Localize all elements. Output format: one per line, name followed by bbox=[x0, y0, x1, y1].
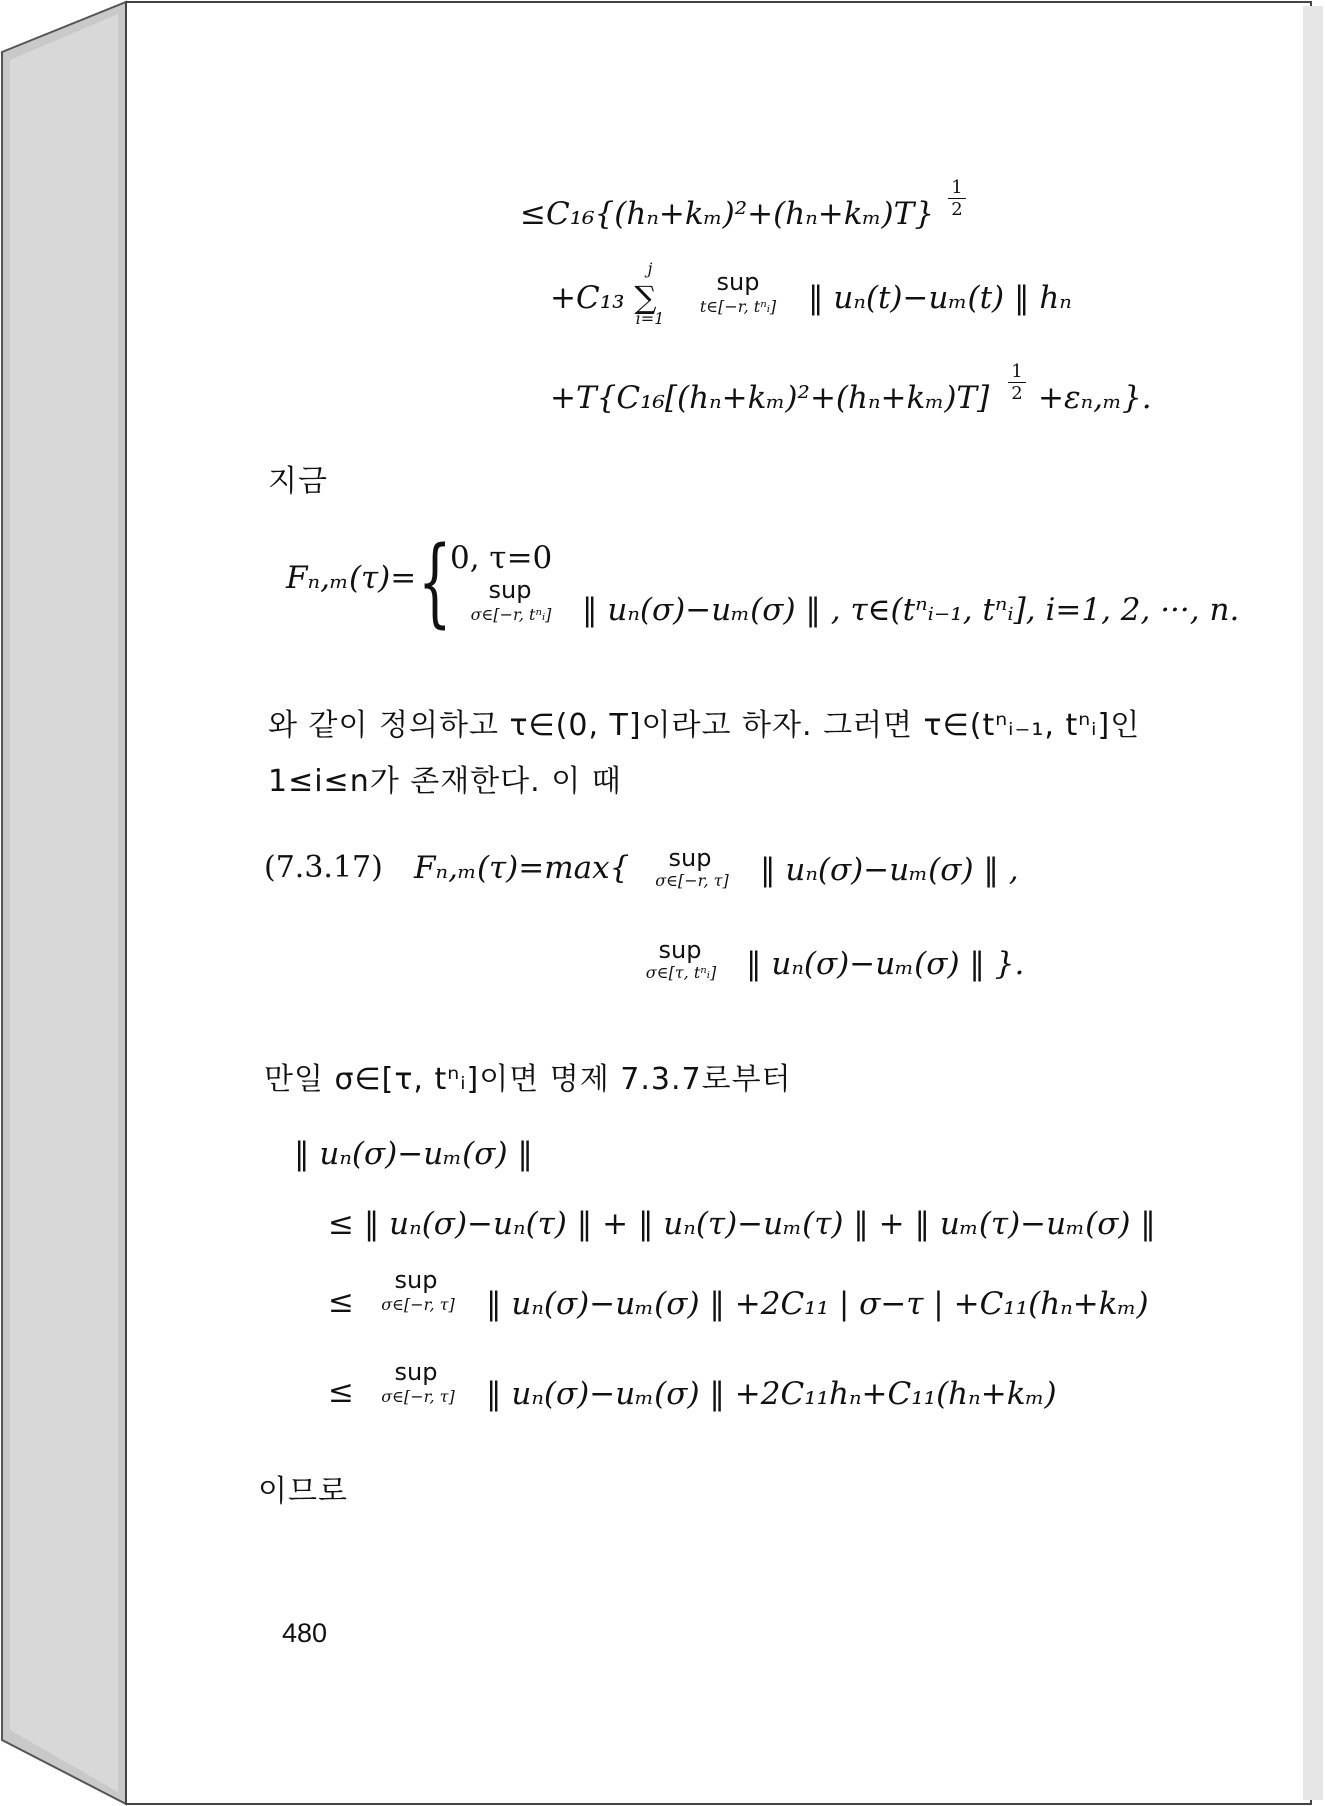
sup-subscript: σ∈[−r, τ] bbox=[381, 1295, 455, 1314]
sum-upper-limit: j bbox=[647, 259, 653, 278]
exponent-numerator: 1 bbox=[1011, 361, 1023, 382]
sup-subscript: σ∈[−r, τ] bbox=[381, 1387, 455, 1406]
case-one: 0, τ=0 bbox=[450, 540, 553, 576]
cases-brace: { bbox=[418, 526, 452, 638]
sup-subscript: t∈[−r, tⁿᵢ] bbox=[699, 297, 777, 316]
sup-subscript: σ∈[−r, tⁿᵢ] bbox=[470, 605, 552, 624]
equation-lhs: Fₙ,ₘ(τ)=max{ bbox=[414, 850, 630, 886]
sum-lower-limit: i=1 bbox=[635, 309, 665, 328]
definition-lhs: Fₙ,ₘ(τ)= bbox=[286, 560, 417, 596]
paragraph-1: 와 같이 정의하고 τ∈(0, T]이라고 하자. 그러면 τ∈(tⁿᵢ₋₁, tⁿᵢ]인 bbox=[268, 708, 1141, 743]
book-spine-shade bbox=[10, 14, 118, 1792]
sup-operator: sup bbox=[668, 844, 712, 872]
inequality-lhs: ‖ uₙ(σ)−uₘ(σ) ‖ bbox=[294, 1136, 533, 1172]
text-therefore: 이므로 bbox=[258, 1474, 348, 1509]
paragraph-3: 만일 σ∈[τ, tⁿᵢ]이면 명제 7.3.7로부터 bbox=[264, 1062, 792, 1097]
sup-operator: sup bbox=[394, 1358, 438, 1386]
exponent-denominator: 2 bbox=[951, 199, 963, 220]
inequality-line-1: ≤ ‖ uₙ(σ)−uₙ(τ) ‖ + ‖ uₙ(τ)−uₘ(τ) ‖ + ‖ uₘ(τ)−uₘ(σ) ‖ bbox=[328, 1206, 1156, 1242]
formula-line-2-body: ‖ uₙ(t)−uₘ(t) ‖ hₙ bbox=[808, 280, 1072, 316]
sup-operator: sup bbox=[488, 576, 532, 604]
sup-subscript: σ∈[−r, τ] bbox=[655, 871, 729, 890]
exponent-denominator: 2 bbox=[1011, 383, 1023, 404]
inequality-line-2: ‖ uₙ(σ)−uₘ(σ) ‖ +2C₁₁ | σ−τ | +C₁₁(hₙ+kₘ) bbox=[486, 1286, 1149, 1322]
formula-line-3: +T{C₁₆[(hₙ+kₘ)²+(hₙ+kₘ)T] bbox=[550, 380, 990, 416]
page-number: 480 bbox=[282, 1618, 328, 1648]
formula-line-1: ≤C₁₆{(hₙ+kₘ)²+(hₙ+kₘ)T} bbox=[520, 196, 935, 232]
text-now: 지금 bbox=[268, 464, 328, 499]
inequality-line-3: ‖ uₙ(σ)−uₘ(σ) ‖ +2C₁₁hₙ+C₁₁(hₙ+kₘ) bbox=[486, 1376, 1057, 1412]
le-sign: ≤ bbox=[328, 1374, 354, 1410]
formula-line-3-tail: +εₙ,ₘ}. bbox=[1038, 380, 1152, 416]
case-two: ‖ uₙ(σ)−uₘ(σ) ‖ , τ∈(tⁿᵢ₋₁, tⁿᵢ], i=1, 2, ···, n. bbox=[582, 592, 1240, 628]
formula-line-2-prefix: +C₁₃ ∑ bbox=[550, 280, 657, 316]
equation-row-1: ‖ uₙ(σ)−uₘ(σ) ‖ , bbox=[760, 852, 1019, 888]
sup-operator: sup bbox=[716, 268, 760, 296]
equation-number: (7.3.17) bbox=[264, 850, 383, 885]
sup-subscript: σ∈[τ, tⁿᵢ] bbox=[645, 963, 717, 982]
page-right-edge bbox=[1303, 6, 1323, 1800]
equation-row-2: ‖ uₙ(σ)−uₘ(σ) ‖ }. bbox=[746, 946, 1025, 982]
exponent-numerator: 1 bbox=[951, 177, 963, 198]
sup-operator: sup bbox=[394, 1266, 438, 1294]
sup-operator: sup bbox=[658, 936, 702, 964]
le-sign: ≤ bbox=[328, 1284, 354, 1320]
paragraph-2: 1≤i≤n가 존재한다. 이 때 bbox=[268, 764, 622, 799]
